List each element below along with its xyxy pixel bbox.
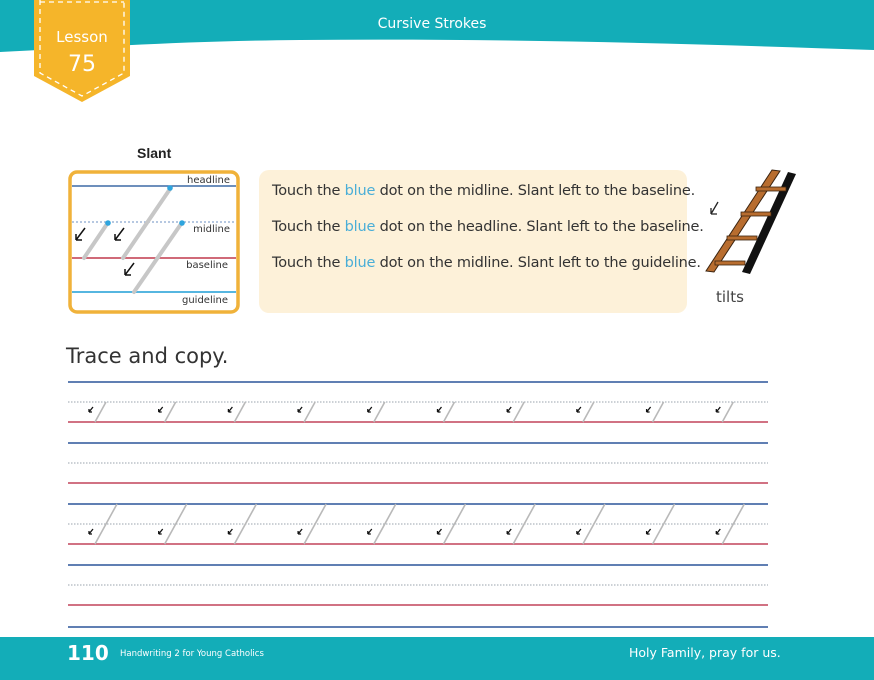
instruction-text: Touch the	[272, 183, 345, 199]
headline-label: headline	[186, 175, 230, 186]
baseline-label: baseline	[186, 260, 228, 271]
arrow-down-left-icon	[89, 407, 93, 412]
highlight-word: blue	[344, 219, 376, 235]
footer-prayer: Holy Family, pray for us.	[629, 645, 781, 660]
trace-stroke	[165, 402, 176, 422]
midline-label: midline	[193, 224, 230, 235]
arrow-down-left-icon	[368, 407, 372, 412]
arrow-down-left-icon	[159, 529, 163, 534]
trace-stroke	[513, 402, 524, 422]
arrow-down-left-icon	[716, 529, 720, 534]
arrow-down-left-icon	[647, 407, 651, 412]
trace-stroke	[583, 402, 594, 422]
instruction-text: dot on the midline. Slant left to the baseline.	[375, 183, 695, 199]
arrow-down-left-icon	[438, 529, 442, 534]
trace-stroke	[653, 402, 664, 422]
trace-stroke	[583, 504, 605, 544]
highlight-word: blue	[344, 255, 376, 271]
highlight-word: blue	[344, 183, 376, 199]
page-number: 110	[67, 641, 109, 665]
trace-stroke	[444, 402, 455, 422]
arrow-down-left-icon	[507, 407, 511, 412]
instruction-text: Touch the	[272, 219, 345, 235]
instruction-text: Touch the	[272, 255, 345, 271]
arrow-down-left-icon	[438, 407, 442, 412]
arrow-down-left-icon	[228, 529, 232, 534]
arrow-down-left-icon	[228, 407, 232, 412]
illustration-caption: tilts	[716, 288, 744, 306]
arrow-down-left-icon	[159, 407, 163, 412]
arrow-down-left-icon	[577, 529, 581, 534]
trace-stroke	[304, 504, 326, 544]
trace-stroke	[95, 402, 106, 422]
arrow-down-left-icon	[89, 529, 93, 534]
arrow-down-left-icon	[647, 529, 651, 534]
instruction-text: dot on the midline. Slant left to the guideline.	[375, 255, 701, 271]
trace-stroke	[722, 402, 733, 422]
book-title: Handwriting 2 for Young Catholics	[120, 649, 264, 659]
arrow-down-left-icon	[577, 407, 581, 412]
trace-stroke	[234, 402, 245, 422]
trace-stroke	[374, 402, 385, 422]
lesson-label: Lesson	[56, 28, 108, 46]
arrow-down-left-icon	[298, 529, 302, 534]
page-header-title: Cursive Strokes	[377, 16, 487, 32]
trace-stroke	[304, 402, 315, 422]
instruction-text: dot on the headline. Slant left to the baseline.	[375, 219, 704, 235]
arrow-down-left-icon	[368, 529, 372, 534]
arrow-down-left-icon	[298, 407, 302, 412]
arrow-down-left-icon	[716, 407, 720, 412]
lesson-number: 75	[68, 52, 96, 77]
guideline-label: guideline	[181, 295, 228, 306]
practice-title: Trace and copy.	[66, 344, 229, 368]
slant-diagram-title: Slant	[137, 145, 172, 161]
trace-stroke	[234, 504, 256, 544]
arrow-down-left-icon	[507, 529, 511, 534]
